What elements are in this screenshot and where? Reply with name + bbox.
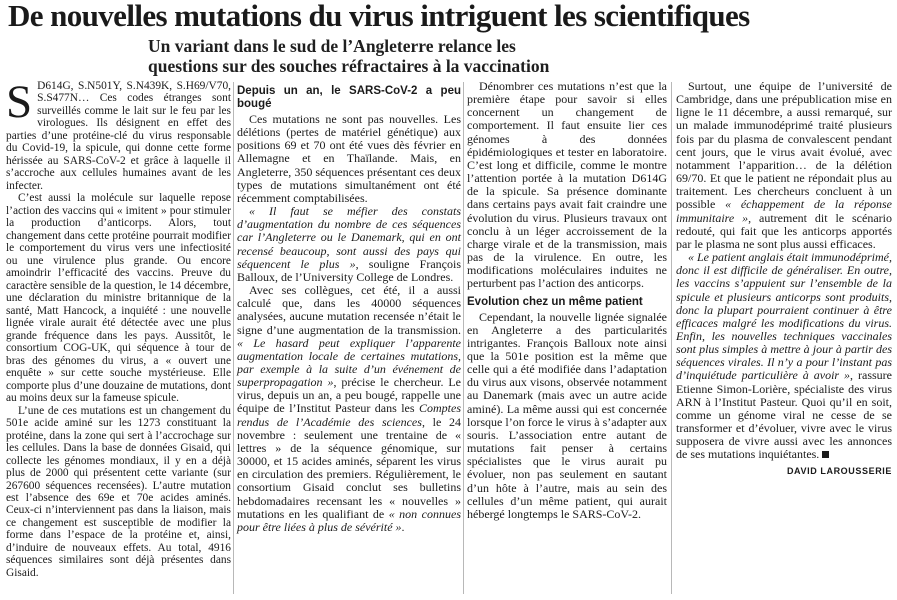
paragraph: Cependant, la nouvelle lignée signalée en Angleterre a des particularités intrigantes. François Balloux note ainsi que la 501e position est la même que celle qui a été modifiée dans l’adaptation du virus aux visons, observée notamment au Danemark (mais avec un autre acide aminé). La même aussi qui est concernée lorsque l’on force le virus à s’adapter aux souris. L’association entre autant de mutations fait penser à certains spécialistes que le virus aurait pu évoluer, non pas seulement en sautant d’un hôte à l’autre, mais au sein des cellules d’un même patient, qui aurait hébergé longtemps le SARS-CoV-2. — [467, 309, 667, 521]
article-column-3 — [467, 80, 667, 521]
journal-title: Comptes rendus de l’Académie des sciences — [237, 401, 461, 429]
article-column-1 — [6, 76, 231, 579]
quote-text: « échappement de la réponse immunitaire » — [676, 197, 892, 225]
column-rule — [233, 82, 234, 594]
author-signature: DAVID LAROUSSERIE — [786, 465, 892, 476]
paragraph-text: , souligne François Balloux, de l’University College de Londres. — [237, 256, 461, 284]
paragraph-text: D614G, S.N501Y, S.N439K, S.H69/V70, S.S477N… Ces codes étranges sont surveillés comme le lait sur le feu par les virologues. Ils désignent en effet des parties d’une protéine-clé du virus responsable du Covid-19, la spicule, qui donne cette forme hérissée au SARS-CoV-2 et grâce à laquelle il s’accroche aux cellules humaines avant de les infecter. — [6, 80, 231, 192]
paragraph-text: , le 24 novembre : seulement une trentaine de « lettres » de la séquence génomique, sur 30000, et 15 acides aminés, séparent les virus en circulation des premiers. Régulièrement, le consortium Gisaid conclut ses bulletins hebdomadaires recensant les « nouvelles » mutations en les qualifiant de — [237, 414, 461, 521]
subheadline-line-2: questions sur des souches réfractaires à la vaccination — [148, 56, 550, 76]
drop-cap: S — [6, 76, 33, 128]
end-mark-icon — [822, 451, 829, 458]
paragraph-quote — [676, 251, 892, 462]
column-rule — [671, 82, 672, 594]
article-subheadline — [148, 36, 748, 76]
paragraph: L’une de ces mutations est un changement du 501e acide aminé sur les 1273 constituant la protéine, dans la zone qui sert à l’accrochage sur les cellules. Dans la base de données Gisaid, qui collecte les génomes mondiaux, il y en a déjà plus de 2000 qui présentent cette variante (sur 267600 séquences recensées). L’autre mutation est l’absence des 69e et 70e acides aminés. Ceux-ci n’interviennent pas dans la liaison, mais ce changement est susceptible de modifier la forme dans l’espace de la protéine et, ainsi, d’induire de nouveaux effets. Au total, 4916 séquences similaires sont déjà présentes dans Gisaid. — [6, 404, 231, 579]
section-heading: Evolution chez un même patient — [467, 295, 643, 308]
column-rule — [463, 82, 464, 594]
paragraph: Ces mutations ne sont pas nouvelles. Les délétions (pertes de matériel génétique) aux positions 69 et 70 ont été vues dès février en Allemagne et en Thaïlande. Mais, en Angleterre, 350 séquences présentant ces deux types de mutations simultanément ont été récemment comptabilisées. — [237, 112, 461, 205]
paragraph-text: Avec ses collègues, cet été, il a aussi calculé que, dans les 40000 séquences analysées, aucune mutation recensée n’était le signe d’une augmentation de la transmission. — [237, 283, 461, 337]
paragraph: C’est aussi la molécule sur laquelle repose l’action des vaccins qui « imitent » pour stimuler la production d’anticorps. Alors, tout changement dans cette protéine pourrait modifier le comportement du virus vers une infectiosité ou une virulence plus grande. Ou encore amoindrir l’efficacité des vaccins. Preuve du caractère sensible de la question, le 14 décembre, une déclaration du ministre britannique de la santé, Matt Hancock, a inquiété : une nouvelle lignée virale aurait été détectée avec une plus grande fréquence dans les pays. Aussitôt, le consortium COG-UK, qui séquence à tour de bras des génomes du virus, a « ouvert une enquête » sur cette souche mystérieuse. Elle comporte plus d’une douzaine de mutations, dont au moins deux sur la fameuse spicule. — [6, 192, 231, 405]
paragraph — [237, 284, 461, 534]
section-heading: Depuis un an, le SARS-CoV-2 a peu bougé — [237, 85, 461, 110]
article-column-4 — [676, 80, 892, 478]
paragraph-text: Surtout, une équipe de l’université de Cambridge, dans une prépublication mise en ligne le 11 décembre, a aussi remarqué, sur un malade immunodéprimé traité plusieurs fois par du plasma de convalescent pendant cent jours, que le virus avait évolué, avec notamment l’apparition… de la délétion 69/70. Et que le patient ne répondait plus au traitement. Les chercheurs concluent à un possible — [676, 79, 892, 212]
paragraph-quote — [237, 205, 461, 284]
quote-text: « non connues pour être liées à plus de sévérité » — [237, 506, 461, 534]
paragraph — [676, 80, 892, 251]
article-headline: De nouvelles mutations du virus intriguent les scientifiques — [8, 0, 750, 33]
quote-text: « Le patient anglais était immunodéprimé, donc il est difficile de généraliser. En outre, les vaccins s’appuient sur l’ensemble de la spicule et plusieurs anticorps sont produits, donc la plupart pourraient continuer à être efficaces malgré les modifications du virus. Enfin, les nouvelles techniques vaccinales sont plus simples à mettre à jour à partir des séquences virales. Il n’y a pour l’instant pas d’inquiétude particulière à avoir » — [676, 250, 892, 383]
paragraph-intro — [6, 76, 231, 192]
paragraph: Dénombrer ces mutations n’est que la première étape pour savoir si elles concernent un changement de comportement. Il faut ensuite lier ces génomes à des données épidémiologiques et tester en laboratoire. C’est long et difficile, comme le montre l’attention portée à la mutation D614G de la spicule. Sa présence dominante dans certains pays avait fait craindre une évolution du virus. Plusieurs travaux ont conclu à un léger accroissement de la charge virale et de la transmission, mais pas de la virulence. En outre, les modifications moléculaires induites ne perturbent pas l’action des anticorps. — [467, 79, 667, 291]
quote-text: « Le hasard peut expliquer l’apparente augmentation locale de certaines mutations, par exemple à la suite d’un événement de superpropagation » — [237, 335, 461, 390]
quote-text: « Il faut se méfier des constats d’augmentation du nombre de ces séquences car l’Angleterre ou le Danemark, qui en ont recensé beaucoup, sont aussi des pays qui séquencent le plus » — [237, 204, 461, 271]
paragraph-text: , précise le chercheur. Le virus, depuis un an, a peu bougé, rappelle une équipe de l’Institut Pasteur dans les — [237, 375, 461, 416]
paragraph-text: , autrement dit le scénario redouté, qui fait que les anticorps apportés par le plasma ne sont plus aussi efficaces. — [676, 210, 892, 251]
subheadline-line-1: Un variant dans le sud de l’Angleterre relance les — [148, 36, 516, 56]
paragraph-text: . — [401, 519, 405, 534]
paragraph-text: , rassure Etienne Simon-Lorière, spécialiste des virus ARN à l’Institut Pasteur. Quoi qu’il en soit, comme un génome viral ne cesse de se transformer et d’évoluer, vivre avec le virus supposera de vivre aussi avec les annonces de ses mutations inquiétantes. — [676, 368, 892, 462]
article-column-2 — [237, 80, 461, 534]
